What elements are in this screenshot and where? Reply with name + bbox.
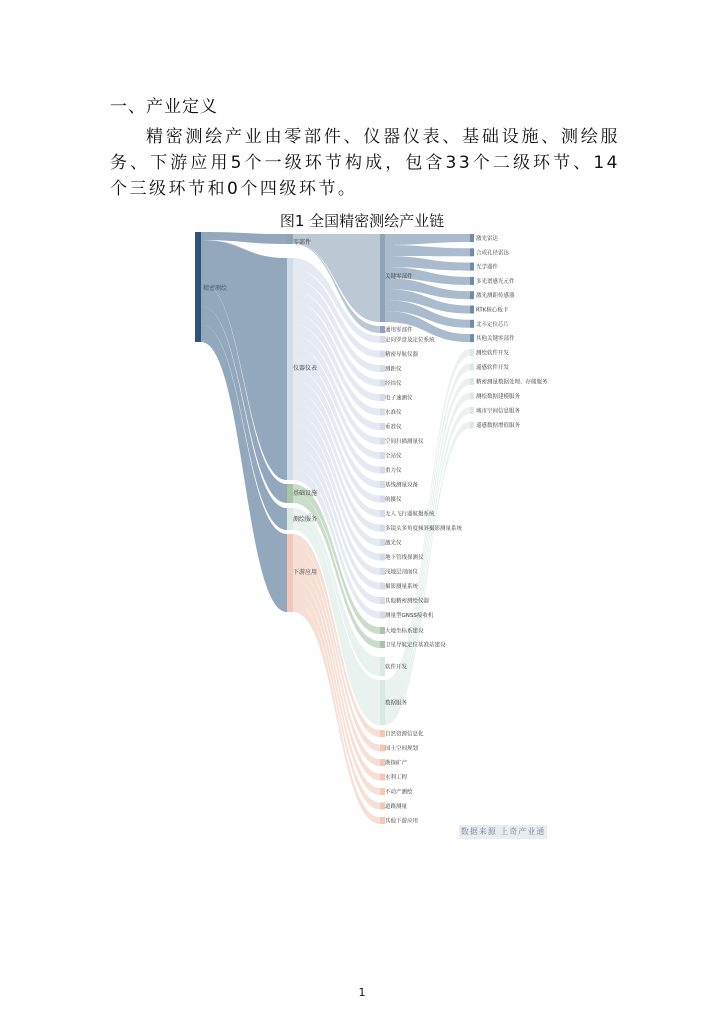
level3-node-7	[470, 334, 474, 342]
definition-paragraph: 精密测绘产业由零部件、仪器仪表、基础设施、测绘服务、下游应用5个一级环节构成，包含33个二级环节、14个三级环节和0个四级环节。	[110, 127, 620, 199]
level2-label-19: 摄影测量系统	[385, 584, 419, 590]
level3-node-4	[470, 291, 474, 299]
level3-node-10	[470, 378, 474, 385]
level3-node-12	[470, 407, 474, 414]
level2-label-25: 数据服务	[385, 700, 408, 707]
level2-label-13: 航摄仪	[385, 497, 402, 503]
level3-label-12: 城市空间信息服务	[476, 408, 521, 415]
level2-label-24: 软件开发	[385, 664, 408, 671]
level2-label-31: 道路测量	[385, 804, 408, 810]
level2-label-15: 多镜头多角度倾斜摄影测量系统	[385, 526, 463, 532]
level3-label-8: 测绘软件开发	[476, 350, 510, 357]
level2-label-8: 垂准仪	[385, 424, 402, 431]
level3-label-0: 激光雷达	[476, 236, 499, 242]
root-node	[195, 232, 201, 342]
level2-label-0: 关键零部件	[385, 274, 413, 280]
level3-label-11: 测绘数据建模服务	[476, 394, 521, 400]
source-note: 数据来源 上奇产业通	[459, 825, 547, 839]
level2-label-9: 空间扫描测量仪	[385, 439, 424, 445]
level3-label-9: 遥感软件开发	[476, 365, 510, 371]
page-number: 1	[358, 986, 366, 999]
level3-node-0	[470, 234, 474, 242]
level1-label-1: 仪器仪表	[293, 365, 318, 372]
level1-label-2: 基础设施	[293, 490, 318, 497]
level2-label-6: 电子速测仪	[385, 395, 413, 402]
section-heading: 一、产业定义	[110, 97, 218, 117]
level3-node-13	[470, 422, 474, 429]
level2-label-20: 其他精密测绘仪器	[385, 598, 430, 605]
level2-label-17: 地下管线探测仪	[385, 555, 424, 561]
level3-label-13: 遥感数据增值服务	[476, 423, 521, 429]
level2-label-10: 全站仪	[385, 453, 402, 460]
level3-node-3	[470, 277, 474, 285]
level2-label-4: 测距仪	[385, 366, 402, 373]
link-l2-l3-1	[385, 245, 470, 256]
level2-label-28: 勘探矿产	[385, 760, 408, 767]
level2-label-32: 其他下游应用	[385, 818, 419, 825]
level2-label-5: 经纬仪	[385, 381, 402, 387]
level3-node-6	[470, 320, 474, 328]
level3-label-10: 精密测量数据处理、存储服务	[476, 379, 548, 386]
level1-label-0: 零部件	[293, 239, 312, 246]
level2-label-21: 测量型GNSS接收机	[385, 613, 434, 619]
level3-node-2	[470, 263, 474, 271]
level2-label-1: 通用零部件	[385, 327, 413, 334]
figure-title: 图1 全国精密测绘产业链	[279, 212, 445, 230]
level3-label-6: 北斗定位芯片	[476, 321, 510, 328]
level3-node-11	[470, 393, 474, 400]
link-l2-l3-0	[385, 234, 470, 245]
level2-label-29: 水利工程	[385, 775, 408, 781]
level3-node-9	[470, 364, 474, 371]
level1-label-3: 测绘服务	[293, 516, 318, 523]
level2-label-23: 卫星导航定位基准站建设	[385, 642, 446, 649]
level2-label-3: 精密导航仪器	[385, 352, 419, 358]
level3-label-3: 多光谱感光元件	[476, 278, 515, 285]
level2-label-30: 不动产测绘	[385, 789, 413, 796]
level2-label-16: 激光仪	[385, 540, 402, 547]
level3-label-7: 其他关键零部件	[476, 336, 515, 343]
level2-label-14: 无人飞行器航摄系统	[385, 511, 435, 518]
level3-label-2: 光学器件	[476, 264, 499, 271]
level3-node-8	[470, 349, 474, 356]
level2-label-7: 水准仪	[385, 410, 402, 416]
level2-label-11: 重力仪	[385, 468, 402, 474]
level2-label-18: 浅地层剖面仪	[385, 569, 419, 576]
level2-label-2: 定向罗盘及定位系统	[385, 337, 435, 344]
level3-label-1: 合成孔径雷达	[476, 250, 510, 257]
level3-node-5	[470, 306, 474, 314]
level2-label-26: 自然资源信息化	[385, 731, 424, 738]
level2-label-22: 大地坐标系建设	[385, 628, 424, 635]
level3-node-1	[470, 248, 474, 256]
level3-label-4: 激光测距传感器	[476, 293, 515, 300]
level3-label-5: RTK核心板卡	[476, 307, 509, 314]
level2-label-12: 基线测量设备	[385, 482, 419, 489]
level1-label-4: 下游应用	[293, 569, 318, 576]
level2-label-27: 国土空间规划	[385, 746, 419, 752]
